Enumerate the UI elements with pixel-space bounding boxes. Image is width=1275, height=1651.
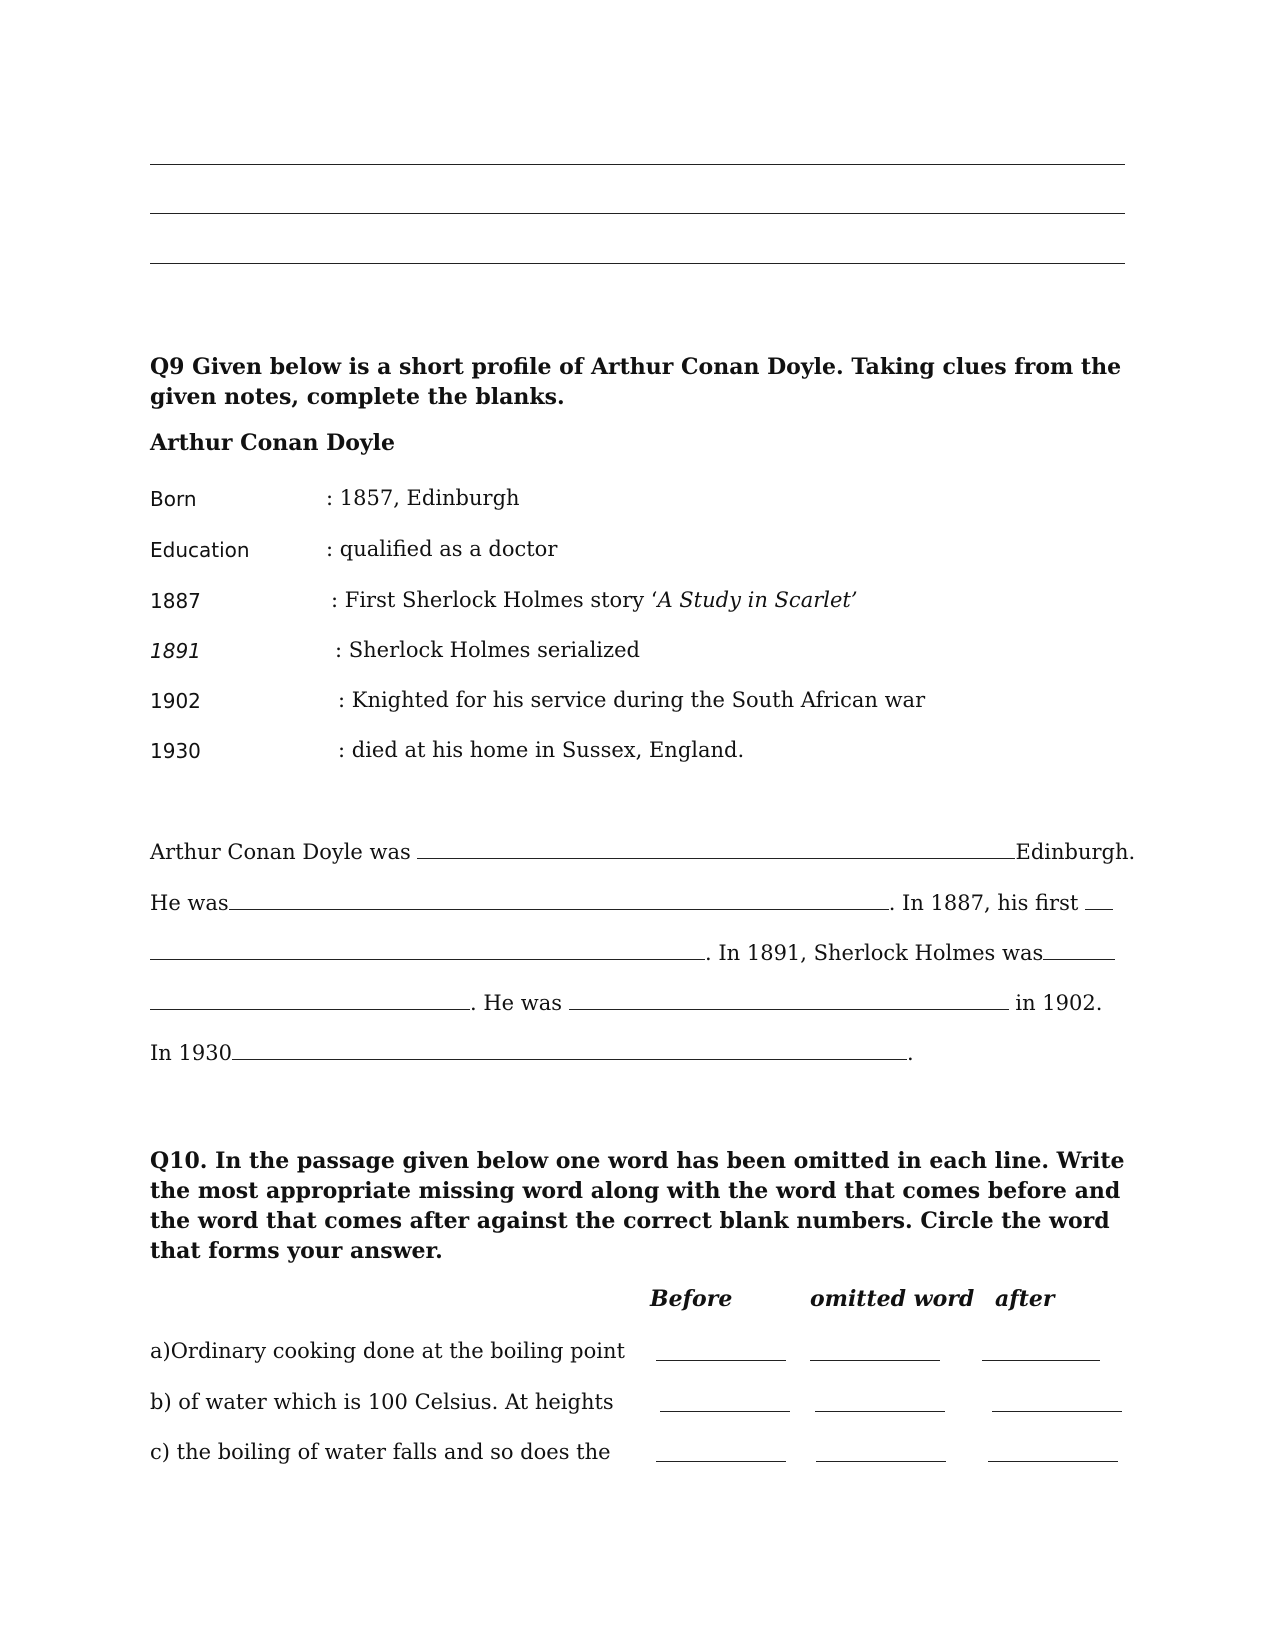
para-line-2-end: . In 1887, his first: [888, 891, 1085, 915]
answer-line-3[interactable]: [150, 263, 1125, 264]
para-line-1: [150, 838, 1135, 866]
para-line-4-end: in 1902.: [1008, 991, 1103, 1015]
para-line-5-start: In 1930: [150, 1041, 232, 1065]
note-value-1887-text: : First Sherlock Holmes story ‘: [331, 588, 658, 612]
column-header-after: after: [995, 1286, 1055, 1312]
blank-died[interactable]: [232, 1039, 907, 1060]
q10-heading: Q10. In the passage given below one word has been omitted in each line. Write the most appropriate missing word along with the word that comes before and the word that comes after against the correct blank numbers. Circle the word that forms your answer.: [150, 1148, 1125, 1264]
blank-knighted[interactable]: [569, 989, 1009, 1010]
note-value-1887-title: A Study in Scarlet’: [657, 588, 858, 612]
para-line-5: [150, 1039, 914, 1067]
note-value-1891: : Sherlock Holmes serialized: [335, 638, 640, 662]
para-line-5-end: .: [906, 1041, 914, 1065]
note-label-1887: 1887: [150, 589, 201, 613]
answer-c-omitted[interactable]: [816, 1461, 946, 1462]
passage-line-b: b) of water which is 100 Celsius. At heights: [150, 1390, 614, 1414]
answer-b-omitted[interactable]: [815, 1411, 945, 1412]
column-header-before: Before: [650, 1286, 733, 1312]
blank-serialized[interactable]: [150, 989, 470, 1010]
para-line-4: [150, 989, 1102, 1017]
note-value-born: : 1857, Edinburgh: [326, 486, 520, 510]
blank-education[interactable]: [229, 889, 889, 910]
answer-a-after[interactable]: [982, 1360, 1100, 1361]
note-label-1902: 1902: [150, 689, 201, 713]
blank-born[interactable]: [417, 838, 1015, 859]
answer-a-omitted[interactable]: [810, 1360, 940, 1361]
blank-first-story[interactable]: [150, 939, 705, 960]
note-value-1930: : died at his home in Sussex, England.: [338, 738, 745, 762]
answer-c-after[interactable]: [988, 1461, 1118, 1462]
answer-a-before[interactable]: [656, 1360, 786, 1361]
passage-line-c: c) the boiling of water falls and so does the: [150, 1440, 611, 1464]
column-header-omitted-word: omitted word: [810, 1286, 975, 1312]
passage-line-a: a)Ordinary cooking done at the boiling point: [150, 1339, 625, 1363]
para-line-4-mid: . He was: [470, 991, 569, 1015]
answer-line-1[interactable]: [150, 164, 1125, 165]
para-line-3: [150, 939, 1115, 967]
note-value-education: : qualified as a doctor: [326, 537, 558, 561]
answer-b-before[interactable]: [660, 1411, 790, 1412]
para-line-3-end: . In 1891, Sherlock Holmes was: [705, 941, 1044, 965]
blank-first-story-start[interactable]: [1085, 889, 1113, 910]
note-label-education: Education: [150, 538, 250, 562]
q9-heading: Q9 Given below is a short profile of Arthur Conan Doyle. Taking clues from the given notes, complete the blanks.: [150, 354, 1122, 410]
note-label-1930: 1930: [150, 739, 201, 763]
para-line-1-start: Arthur Conan Doyle was: [150, 840, 418, 864]
note-label-born: Born: [150, 487, 197, 511]
para-line-2: [150, 889, 1113, 917]
para-line-2-start: He was: [150, 891, 229, 915]
answer-b-after[interactable]: [992, 1411, 1122, 1412]
q9-subtitle: Arthur Conan Doyle: [150, 430, 396, 456]
blank-serialized-start[interactable]: [1043, 939, 1115, 960]
para-line-1-end: Edinburgh.: [1015, 840, 1136, 864]
answer-c-before[interactable]: [656, 1461, 786, 1462]
answer-line-2[interactable]: [150, 213, 1125, 214]
note-value-1902: : Knighted for his service during the South African war: [338, 688, 926, 712]
note-label-1891: 1891: [150, 639, 201, 663]
note-value-1887: [331, 586, 858, 614]
